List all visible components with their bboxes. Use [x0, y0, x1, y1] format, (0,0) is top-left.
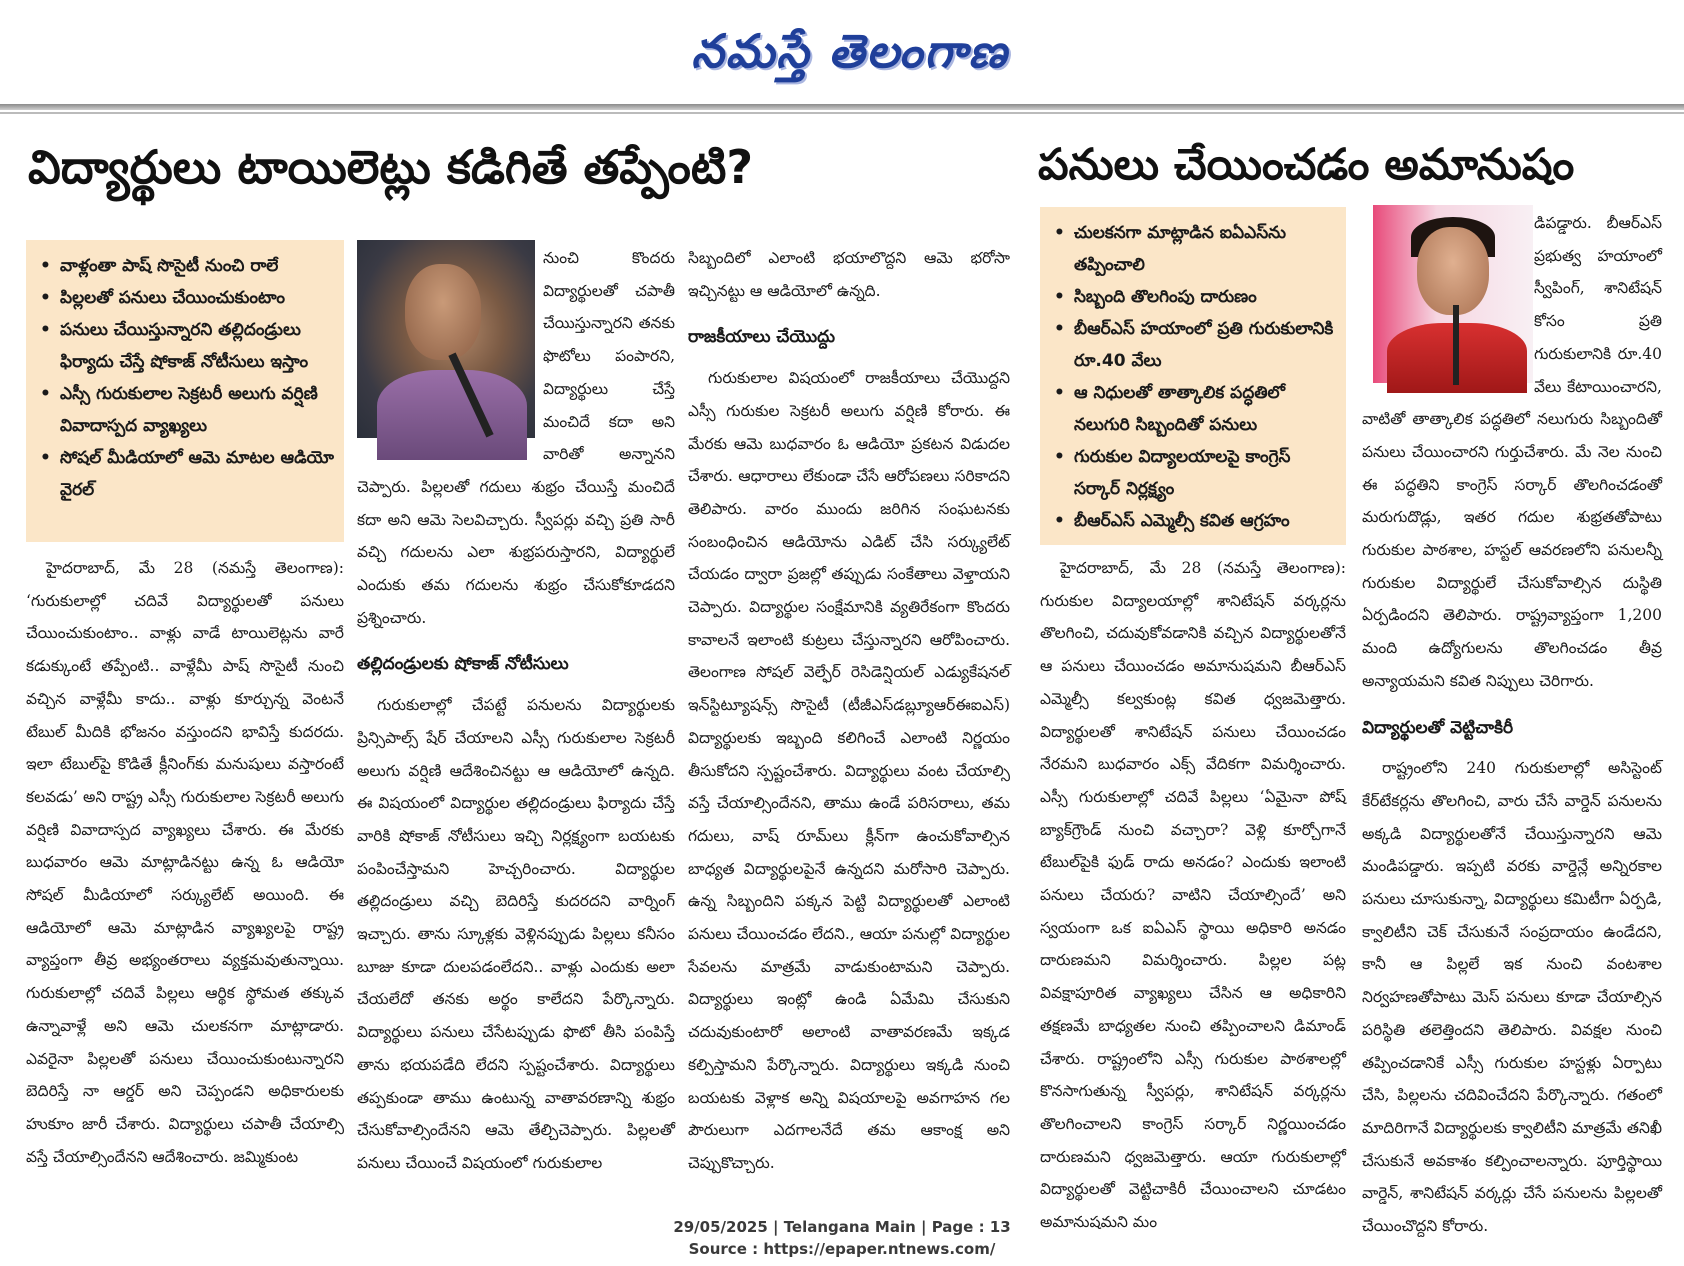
highlight-item — [1052, 281, 1336, 313]
right-headline: పనులు చేయించడం అమానుషం — [1038, 140, 1575, 190]
highlight-text: ఆ నిధులతో తాత్కాలిక పద్ధతిలో నలుగురి సిబ్బందితో పనులు — [1074, 383, 1285, 435]
bullet-icon: • — [40, 288, 51, 308]
masthead — [0, 0, 1684, 100]
highlight-text: సోషల్ మీడియాలో ఆమె మాటల ఆడియో వైరల్ — [60, 448, 334, 500]
photo-spacer — [357, 242, 543, 442]
left-article-column-3 — [688, 242, 1010, 1172]
right-article-column-2 — [1362, 207, 1662, 1236]
subheading: విద్యార్థులతో వెట్టిచాకిరీ — [1362, 717, 1514, 738]
highlight-text: చులకనగా మాట్లాడిన ఐఏఎస్‌ను తప్పించాలి — [1074, 223, 1286, 275]
left-highlight-box — [26, 240, 344, 542]
body-paragraph: హైదరాబాద్, మే 28 (నమస్తే తెలంగాణ): గురుకుల విద్యాలయాల్లో శానిటేషన్ వర్కర్లను తొలగించి, చదువుకోవడానికి వచ్చిన విద్యార్థులతోనే ఆ పనులు చేయించడం అమానుషమని బీఆర్‌ఎస్ ఎమ్మెల్సీ కల్వకుంట్ల కవిత ధ్వజమెత్తారు. విద్యార్థులతో శానిటేషన్ పనులు చేయించడం నేరమని బుధవారం ఎక్స్ వేదికగా విమర్శించారు. ఎస్సీ గురుకులాల్లో చదివే పిల్లలు ‘ఏమైనా పోష్ బ్యాక్‌గ్రౌండ్ నుంచి వచ్చారా? వెళ్లి కూర్చోగానే టేబుల్‌పైకి ఫుడ్ రాదు అనడం? ఎందుకు ఇలాంటి పనులు చేయరు? వాటిని చేయాల్సిందే’ అని స్వయంగా ఒక ఐఏఎస్ స్థాయి అధికారి అనడం దారుణమని విమర్శించారు. పిల్లల పట్ల వివక్షాపూరిత వ్యాఖ్యలు చేసిన ఆ అధికారిని తక్షణమే బాధ్యతల నుంచి తప్పించాలని డిమాండ్ చేశారు. రాష్ట్రంలోని ఎస్సీ గురుకుల పాఠశాలల్లో కొనసాగుతున్న స్వీపర్లు, శానిటేషన్ వర్కర్లను తొలగించాలని కాంగ్రెస్ సర్కార్ నిర్ణయించడం దారుణమని ధ్వజమెత్తారు. ఆయా గురుకులాల్లో విద్యార్థులతో వెట్టిచాకిరీ చేయించాలని చూడటం అమానుషమని మం — [1040, 559, 1346, 1232]
bullet-icon: • — [40, 448, 51, 468]
left-article-column-1 — [26, 552, 344, 1164]
newspaper-logo: నమస్తే తెలంగాణ — [691, 24, 1009, 78]
bullet-icon: • — [1054, 319, 1065, 339]
subheading: రాజకీయాలు చేయొద్దు — [688, 327, 835, 348]
subheading: తల్లిదండ్రులకు షోకాజ్ నోటీసులు — [357, 654, 569, 675]
highlight-text: గురుకుల విద్యాలయాలపై కాంగ్రెస్ సర్కార్ నిర్లక్ష్యం — [1074, 447, 1291, 499]
highlight-text: బీఆర్‌ఎస్ ఎమ్మెల్సీ కవిత ఆగ్రహం — [1074, 511, 1290, 531]
left-headline: విద్యార్థులు టాయిలెట్లు కడిగితే తప్పేంటి? — [28, 140, 754, 194]
bullet-icon: • — [40, 256, 51, 276]
highlight-item — [38, 282, 334, 314]
highlight-item — [1052, 217, 1336, 281]
highlight-text: పనులు చేయిస్తున్నారని తల్లిదండ్రులు ఫిర్యాదు చేస్తే షోకాజ్ నోటీసులు ఇస్తాం — [60, 320, 309, 372]
bullet-icon: • — [1054, 511, 1065, 531]
left-article-column-2 — [357, 242, 675, 1172]
bullet-icon: • — [1054, 287, 1065, 307]
body-paragraph: డిపడ్డారు. బీఆర్‌ఎస్ ప్రభుత్వ హయాంలో స్వీపింగ్, శానిటేషన్ కోసం ప్రతి గురుకులానికి రూ.40 వేలు కేటాయించారని, వాటితో తాత్కాలిక పద్ధతిలో నలుగురు సిబ్బందితో పనులు చేయించారని గుర్తుచేశారు. మే నెల నుంచి ఈ పద్ధతిని కాంగ్రెస్ సర్కార్ తొలగించడంతో మరుగుదొడ్లు, ఇతర గదుల శుభ్రతతోపాటు గురుకుల పాఠశాల, హస్టల్ ఆవరణలోని పనులన్నీ గురుకుల విద్యార్థులే చేసుకోవాల్సిన దుస్థితి ఏర్పడిందని తెలిపారు. రాష్ట్రవ్యాప్తంగా 1,200 మంది ఉద్యోగులను తొలగించడం తీవ్ర అన్యాయమని కవిత నిప్పులు చెరిగారు. — [1362, 214, 1662, 690]
body-paragraph: గురుకులాల విషయంలో రాజకీయాలు చేయొద్దని ఎస్సీ గురుకుల సెక్రటరీ అలుగు వర్షిణి కోరారు. ఈ మేరకు ఆమె బుధవారం ఓ ఆడియో ప్రకటన విడుదల చేశారు. ఆధారాలు లేకుండా చేసే ఆరోపణలు సరికాదని తెలిపారు. వారం ముందు జరిగిన సంఘటనకు సంబంధించిన ఆడియోను ఎడిట్ చేసి సర్క్యులేట్ చేయడం ద్వారా ప్రజల్లో తప్పుడు సంకేతాలు వెళ్తాయని చెప్పారు. విద్యార్థుల సంక్షేమానికి వ్యతిరేకంగా కొందరు కావాలనే ఇలాంటి కుట్రలు చేస్తున్నారని ఆరోపించారు. తెలంగాణ సోషల్ వెల్ఫేర్ రెసిడెన్షియల్ ఎడ్యుకేషనల్ ఇన్‌స్టిట్యూషన్స్ సొసైటీ (టీజీఎస్‌డబ్ల్యూఆర్‌ఈఐఎస్) విద్యార్థులకు ఇబ్బంది కలిగించే ఎలాంటి నిర్ణయం తీసుకోదని స్పష్టంచేశారు. విద్యార్థులు వంట చేయాల్సి వస్తే చేయాల్సిందేనని, తాము ఉండే పరిసరాలు, తమ గదులు, వాష్ రూమ్‌లు క్లీన్‌గా ఉంచుకోవాల్సిన బాధ్యత విద్యార్థులపైనే ఉన్నదని మరోసారి చెప్పారు. ఉన్న సిబ్బందిని పక్కన పెట్టి విద్యార్థులతో ఎలాంటి పనులు చేయించడం లేదని., ఆయా పనుల్లో విద్యార్థుల సేవలను మాత్రమే వాడుకుంటామని చెప్పారు. విద్యార్థులు ఇంట్లో ఉండి ఏమేమి చేసుకుని చదువుకుంటారో అలాంటి వాతావరణమే ఇక్కడ కల్పిస్తామని పేర్కొన్నారు. విద్యార్థులు ఇక్కడి నుంచి బయటకు వెళ్లాక అన్ని విషయాలపై అవగాహన గల పౌరులుగా ఎదగాలనేదే తమ ఆకాంక్ష అని చెప్పుకొచ్చారు. — [688, 369, 1010, 1172]
highlight-item — [38, 442, 334, 506]
masthead-rule — [0, 104, 1684, 110]
highlight-item — [38, 250, 334, 282]
body-paragraph: రాష్ట్రంలోని 240 గురుకులాల్లో అసిస్టెంట్ కేర్‌టేకర్లను తొలగించి, వారు చేసే వార్డెన్ పనులను అక్కడి విద్యార్థులతోనే చేయిస్తున్నారని ఆమె మండిపడ్డారు. ఇప్పటి వరకు వార్డెన్లే అన్నిరకాల పనులు చూసుకున్నా, విద్యార్థులు కమిటీగా ఏర్పడి, క్వాలిటీని చెక్ చేసుకునే సంప్రదాయం ఉండేదని, కానీ ఆ పిల్లలే ఇక నుంచి వంటశాల నిర్వహణతోపాటు మెస్ పనులు కూడా చేయాల్సిన పరిస్థితి తలెత్తిందని తెలిపారు. వివక్షల నుంచి తప్పించడానికే ఎస్సీ గురుకుల హస్టళ్లు ఏర్పాటు చేసి, పిల్లలను చదివించేదని పేర్కొన్నారు. గతంలో మాదిరిగానే విద్యార్థులకు క్వాలిటీని మాత్రమే తనిఖీ చేసుకునే అవకాశం కల్పించాలన్నారు. పూర్తిస్థాయి వార్డెన్, శానిటేషన్ వర్కర్లు చేసే పనులను పిల్లలతో చేయించొద్దని కోరారు. — [1362, 759, 1662, 1236]
right-article-column-1 — [1040, 552, 1346, 1232]
bullet-icon: • — [40, 384, 51, 404]
highlight-item — [38, 378, 334, 442]
highlight-text: పిల్లలతో పనులు చేయించుకుంటాం — [60, 288, 286, 308]
highlight-item — [1052, 377, 1336, 441]
highlight-text: బీఆర్‌ఎస్ హయాంలో ప్రతి గురుకులానికి రూ.40 వేలు — [1074, 319, 1334, 371]
body-paragraph: గురుకులాల్లో చేపట్టే పనులను విద్యార్థులకు ప్రిన్సిపాల్స్ షేర్ చేయాలని ఎస్సీ గురుకులాల సెక్రటరీ అలుగు వర్షిణి ఆదేశించినట్టు ఆ ఆడియోలో ఉన్నది. ఈ విషయంలో విద్యార్థుల తల్లిదండ్రులు ఫిర్యాదు చేస్తే వారికి షోకాజ్ నోటీసులు ఇచ్చి నిర్లక్ష్యంగా బయటకు పంపించేస్తామని హెచ్చరించారు. విద్యార్థుల తల్లిదండ్రులు వచ్చి బెదిరిస్తే కుదరదని వార్నింగ్ ఇచ్చారు. తాను స్కూళ్లకు వెళ్లినప్పుడు పిల్లలు కనీసం బూజు కూడా దులపడంలేదని.. వాళ్లు ఎందుకు అలా చేయలేదో తనకు అర్థం కాలేదని పేర్కొన్నారు. విద్యార్థులు పనులు చేసేటప్పుడు ఫొటో తీసి పంపిస్తే తాను భయపడేది లేదని స్పష్టంచేశారు. విద్యార్థులు తప్పకుండా తాము ఉంటున్న వాతావరణాన్ని శుభ్రం చేసుకోవాల్సిందేనని ఆమె తేల్చిచెప్పారు. పిల్లలతో పనులు చేయించే విషయంలో గురుకులాల — [357, 696, 675, 1172]
body-paragraph: సిబ్బందిలో ఎలాంటి భయాలొద్దని ఆమె భరోసా ఇచ్చినట్టు ఆ ఆడియోలో ఉన్నది. — [688, 249, 1010, 300]
bullet-icon: • — [1054, 223, 1065, 243]
footer-date-page: 29/05/2025 | Telangana Main | Page : 13 — [673, 1218, 1011, 1236]
highlight-text: ఎస్సీ గురుకులాల సెక్రటరీ అలుగు వర్షిణి వివాదాస్పద వ్యాఖ్యలు — [60, 384, 318, 436]
highlight-item — [1052, 313, 1336, 377]
bullet-icon: • — [40, 320, 51, 340]
bullet-icon: • — [1054, 383, 1065, 403]
highlight-item — [1052, 505, 1336, 537]
highlight-item — [38, 314, 334, 378]
right-highlight-box — [1040, 207, 1346, 545]
highlight-text: సిబ్బంది తొలగింపు దారుణం — [1074, 287, 1257, 307]
photo-spacer — [1362, 207, 1534, 385]
highlight-item — [1052, 441, 1336, 505]
body-paragraph: హైదరాబాద్, మే 28 (నమస్తే తెలంగాణ): ‘గురుకులాల్లో చదివే విద్యార్థులతో పనులు చేయించుకుంటాం.. వాళ్లు వాడే టాయిలెట్లను వారే కడుక్కుంటే తప్పేంటి.. వాళ్లేమీ పాష్ సొసైటీ నుంచి వచ్చిన వాళ్లేమీ కాదు.. వాళ్లు కూర్చున్న వెంటనే టేబుల్ మీదికి భోజనం వస్తుందని భావిస్తే కుదరదు. ఇలా టేబుల్‌పై కొడితే క్లీనింగ్‌కు మనుషులు వస్తారంటే కలవడు’ అని రాష్ట్ర ఎస్సీ గురుకులాల సెక్రటరీ అలుగు వర్షిణి వివాదాస్పద వ్యాఖ్యలు చేశారు. ఈ మేరకు బుధవారం ఆమె మాట్లాడినట్టు ఉన్న ఓ ఆడియో సోషల్ మీడియాలో సర్క్యులేట్ అయింది. ఈ ఆడియోలో ఆమె మాట్లాడిన వ్యాఖ్యలపై రాష్ట్ర వ్యాప్తంగా తీవ్ర అభ్యంతరాలు వ్యక్తమవుతున్నాయి. గురుకులాల్లో చదివే పిల్లలు ఆర్థిక స్థోమత తక్కువ ఉన్నావాళ్లే అని ఆమె చులకనగా మాట్లాడారు. ఎవరైనా పిల్లలతో పనులు చేయించుకుంటున్నారని బెదిరిస్తే నా ఆర్డర్ అని చెప్పండని అధికారులకు హుకూం జారీ చేశారు. విద్యార్థులు చపాతీ చేయాల్సి వస్తే చేయాల్సిందేనని ఆదేశించారు. జమ్మికుంట — [26, 559, 344, 1166]
bullet-icon: • — [1054, 447, 1065, 467]
highlight-text: వాళ్లంతా పాష్ సొసైటీ నుంచి రాలే — [60, 256, 279, 276]
masthead-rule-thin — [0, 112, 1684, 114]
body-paragraph: నుంచి కొందరు విద్యార్థులతో చపాతీ చేయిస్తున్నారని తనకు ఫొటోలు పంపారని, విద్యార్థులు చేస్తే మంచిదే కదా అని వారితో అన్నానని చెప్పారు. పిల్లలతో గదులు శుభ్రం చేయిస్తే మంచిదే కదా అని ఆమె సెలవిచ్చారు. స్వీపర్లు వచ్చి ప్రతి సారీ వచ్చి గదులను ఎలా శుభ్రపరుస్తారని, విద్యార్థులే ఎందుకు తమ గదులను శుభ్రం చేసుకోకూడదని ప్రశ్నించారు. — [357, 249, 675, 627]
footer-source: Source : https://epaper.ntnews.com/ — [688, 1240, 996, 1258]
